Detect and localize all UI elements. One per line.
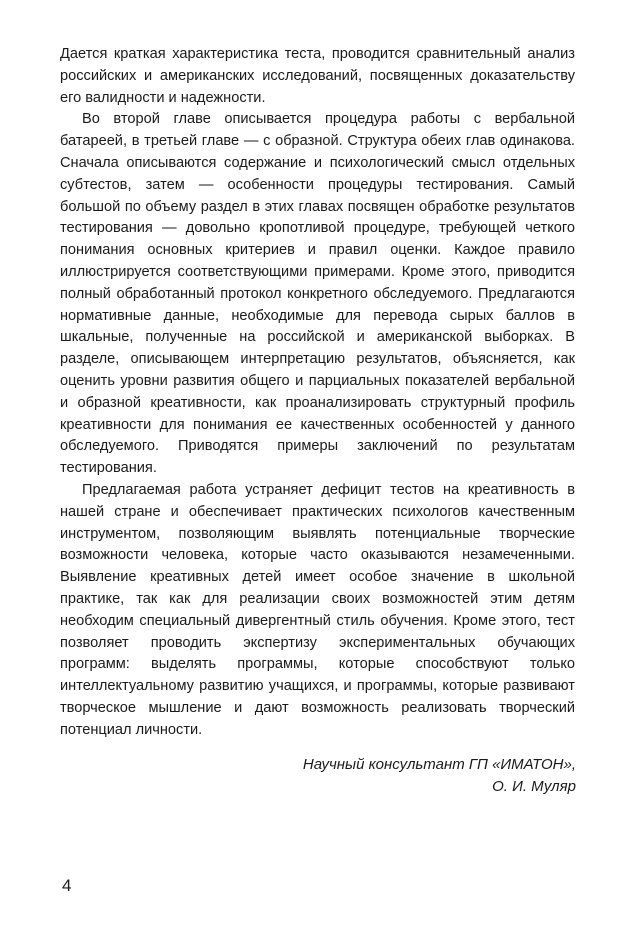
- signature-block: [303, 754, 576, 798]
- paragraph-intro: Дается краткая характеристика теста, проводится сравнительный анализ российских и американских исследований, посвященных доказательству его валидности и надежности.: [60, 46, 575, 106]
- signature-role: Научный консультант ГП «ИМАТОН»,: [302, 756, 576, 773]
- page-number: 4: [62, 876, 72, 895]
- body-text: [60, 44, 575, 742]
- signature-name: О. И. Муляр: [492, 778, 576, 795]
- paragraph-conclusion: Предлагаемая работа устраняет дефицит тестов на креативность в нашей стране и обеспечивает практических психологов качественным инструментом, позволяющим выявлять потенциальные творческие возможности человека, которые часто оказываются незамеченными. Выявление креативных детей имеет особое значение в школьной практике, так как для реализации своих возможностей этим детям необходим специальный дивергентный стиль обучения. Кроме этого, тест позволяет проводить экспертизу экспериментальных обучающих программ: выделять программы, которые способствуют только интеллектуальному развитию учащихся, и программы, которые развивают творческое мышление и дают возможность реализовать творческий потенциал личности.: [60, 481, 575, 738]
- paragraph-chapters: Во второй главе описывается процедура работы с вербальной батареей, в третьей главе — с образной. Структура обеих глав одинакова. Сначала описываются содержание и психологический смысл отдельных субтестов, затем — особенности процедуры тестирования. Самый большой по объему раздел в этих главах посвящен обработке результатов тестирования — довольно кропотливой процедуре, требующей четкого понимания основных критериев и правил оценки. Каждое правило иллюстрируется соответствующими примерами. Кроме этого, приводится полный обработанный протокол конкретного обследуемого. Предлагаются нормативные данные, необходимые для перевода сырых баллов в шкальные, полученные на российской и американской выборках. В разделе, описывающем интерпретацию результатов, объясняется, как оценить уровни развития общего и парциальных показателей вербальной и образной креативности, как проанализировать структурный профиль креативности для понимания ее качественных особенностей у данного обследуемого. Приводятся примеры заключений по результатам тестирования.: [60, 111, 575, 477]
